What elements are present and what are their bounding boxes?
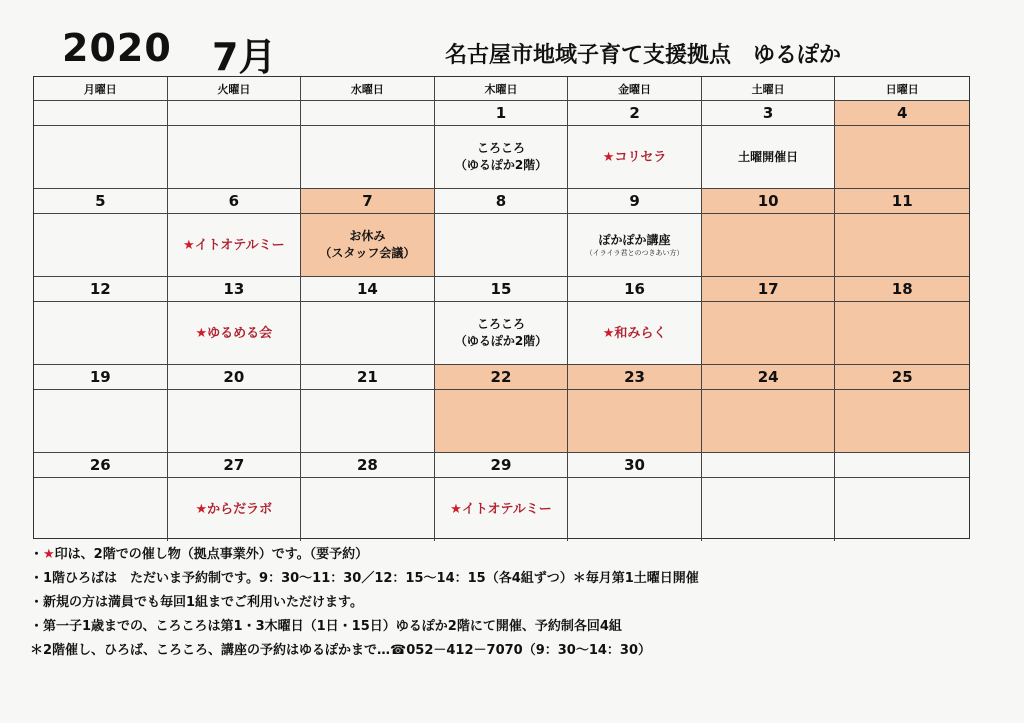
- day-number: 3: [702, 101, 836, 126]
- event-text: 土曜開催日: [738, 149, 799, 164]
- event-text: （ゆるぽか2階）: [454, 158, 548, 172]
- day-events-cell: [34, 478, 168, 541]
- day-number: 27: [168, 453, 302, 478]
- day-events-cell: [835, 214, 969, 277]
- event-text: からだラボ: [207, 502, 273, 517]
- event-starred: [603, 149, 667, 166]
- note-line: [30, 639, 990, 663]
- day-number: 2: [568, 101, 702, 126]
- event-text: イトオテルミー: [461, 502, 552, 517]
- day-events-cell: [34, 126, 168, 189]
- day-events-cell: [168, 478, 302, 541]
- event-text: ぽかぽか講座: [598, 233, 671, 247]
- day-events-cell: [34, 390, 168, 453]
- day-events-cell: [435, 302, 569, 365]
- day-number: 11: [835, 189, 969, 214]
- day-events-cell: [301, 214, 435, 277]
- day-number: 26: [34, 453, 168, 478]
- day-number: 30: [568, 453, 702, 478]
- day-number: 1: [435, 101, 569, 126]
- star-icon: ★: [195, 502, 208, 517]
- calendar-grid: [33, 76, 970, 539]
- star-icon: ★: [602, 149, 615, 165]
- day-number: 10: [702, 189, 836, 214]
- day-number: [168, 101, 302, 126]
- weekday-header: 日曜日: [835, 77, 969, 101]
- event-text: （ゆるぽか2階）: [454, 334, 548, 348]
- day-events-cell: [301, 126, 435, 189]
- day-number: 5: [34, 189, 168, 214]
- event-text: ゆるめる会: [207, 325, 273, 341]
- event-label: [477, 140, 525, 157]
- calendar-month: 7月: [212, 35, 277, 79]
- day-number: 9: [568, 189, 702, 214]
- day-events-cell: [435, 214, 569, 277]
- day-number: [835, 453, 969, 478]
- day-number: 13: [168, 277, 302, 302]
- event-text: ころころ: [476, 317, 525, 331]
- star-icon: ★: [195, 325, 208, 341]
- day-events-cell: [168, 214, 302, 277]
- day-events-cell: [34, 302, 168, 365]
- weekday-header: 水曜日: [301, 77, 435, 101]
- star-icon: ★: [602, 325, 615, 341]
- day-number: 24: [702, 365, 836, 390]
- event-label: [349, 228, 385, 245]
- weekday-header: 土曜日: [702, 77, 836, 101]
- day-events-cell: [568, 478, 702, 541]
- day-events-cell: [702, 302, 836, 365]
- event-label: [477, 316, 525, 333]
- star-icon: ★: [183, 237, 195, 253]
- day-events-cell: [435, 126, 569, 189]
- day-events-cell: [568, 390, 702, 453]
- note-line: [30, 615, 990, 639]
- note-bullet: ＊: [30, 643, 44, 658]
- note-bullet: ・: [30, 619, 44, 634]
- weekday-header: 木曜日: [435, 77, 569, 101]
- day-events-cell: [435, 390, 569, 453]
- day-number: 20: [168, 365, 302, 390]
- day-events-cell: [702, 390, 836, 453]
- day-number: 14: [301, 277, 435, 302]
- event-text: お休み: [349, 229, 386, 243]
- day-events-cell: [835, 302, 969, 365]
- weekday-header: 月曜日: [34, 77, 168, 101]
- note-text: 新規の方は満員でも毎回1組までご利用いただけます。: [43, 595, 364, 610]
- day-number: 28: [301, 453, 435, 478]
- note-bullet: ・: [30, 571, 44, 586]
- note-line: [30, 543, 990, 567]
- event-starred: [450, 501, 552, 518]
- weekday-header: 火曜日: [168, 77, 302, 101]
- star-icon: ★: [43, 547, 55, 562]
- note-text: 第一子1歳までの、ころころは第1・3木曜日（1日・15日）ゆるぽか2階にて開催、予約制各回4組: [43, 619, 622, 634]
- day-number: 17: [702, 277, 836, 302]
- day-number: 19: [34, 365, 168, 390]
- day-events-cell: [301, 390, 435, 453]
- event-label: [599, 232, 671, 249]
- day-events-cell: [301, 302, 435, 365]
- day-events-cell: [702, 214, 836, 277]
- day-events-cell: [835, 390, 969, 453]
- star-icon: ★: [450, 502, 462, 517]
- event-label: [455, 333, 547, 350]
- day-number: [702, 453, 836, 478]
- day-events-cell: [168, 390, 302, 453]
- note-line: [30, 567, 990, 591]
- event-label: [319, 245, 415, 262]
- day-number: 6: [168, 189, 302, 214]
- day-number: 18: [835, 277, 969, 302]
- event-label: [738, 149, 798, 166]
- day-number: 12: [34, 277, 168, 302]
- day-number: 21: [301, 365, 435, 390]
- day-events-cell: [835, 478, 969, 541]
- day-events-cell: [835, 126, 969, 189]
- day-events-cell: [702, 478, 836, 541]
- day-events-cell: [568, 302, 702, 365]
- day-number: 23: [568, 365, 702, 390]
- note-text: 印は、2階での催し物（拠点事業外）です。（要予約）: [54, 547, 369, 562]
- event-text: 和みらく: [614, 325, 667, 341]
- event-starred: [183, 237, 285, 254]
- day-number: 15: [435, 277, 569, 302]
- note-text: 2階催し、ひろば、ころころ、講座の予約はゆるぽかまで…☎052－412－7070（9：30～14：30）: [43, 643, 652, 658]
- day-events-cell: [34, 214, 168, 277]
- day-number: 29: [435, 453, 569, 478]
- event-label: [586, 249, 684, 258]
- day-events-cell: [168, 302, 302, 365]
- calendar-year: 2020: [62, 26, 172, 70]
- event-starred: [196, 501, 273, 518]
- weekday-header: 金曜日: [568, 77, 702, 101]
- note-bullet: ・: [30, 547, 44, 562]
- day-events-cell: [301, 478, 435, 541]
- day-number: 4: [835, 101, 969, 126]
- event-starred: [196, 325, 273, 342]
- event-starred: [603, 325, 667, 342]
- day-events-cell: [568, 126, 702, 189]
- day-number: 16: [568, 277, 702, 302]
- day-events-cell: [702, 126, 836, 189]
- event-text: イトオテルミー: [194, 237, 285, 253]
- day-number: 7: [301, 189, 435, 214]
- day-events-cell: [435, 478, 569, 541]
- note-bullet: ・: [30, 595, 44, 610]
- event-text: ころころ: [476, 141, 525, 155]
- day-events-cell: [568, 214, 702, 277]
- page-title: 名古屋市地域子育て支援拠点 ゆるぽか: [445, 43, 842, 68]
- note-line: [30, 591, 990, 615]
- event-text: （スタッフ会議）: [319, 246, 416, 260]
- event-label: [455, 157, 547, 174]
- event-text: （イライラ君とのつきあい方）: [585, 249, 684, 257]
- notes-section: [30, 543, 990, 663]
- event-text: コリセラ: [614, 149, 667, 165]
- day-number: 8: [435, 189, 569, 214]
- day-number: [34, 101, 168, 126]
- day-number: 22: [435, 365, 569, 390]
- note-text: 1階ひろばは ただいま予約制です。9：30～11：30／12：15～14：15（各4組ずつ）＊毎月第1土曜日開催: [43, 571, 699, 586]
- day-events-cell: [168, 126, 302, 189]
- day-number: 25: [835, 365, 969, 390]
- day-number: [301, 101, 435, 126]
